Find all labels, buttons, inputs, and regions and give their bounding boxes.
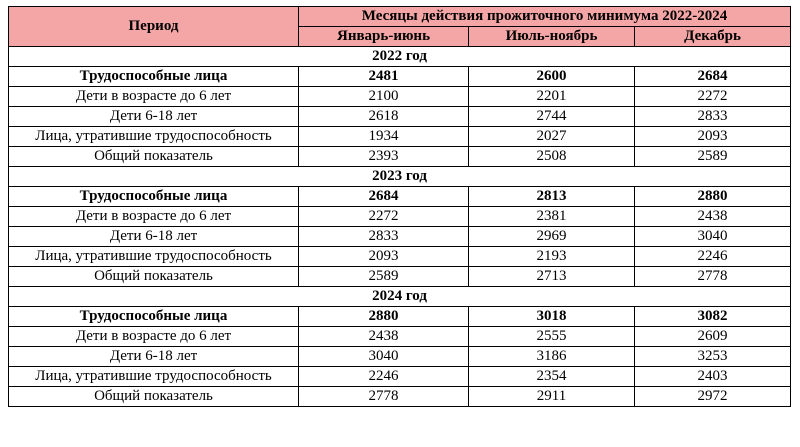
months-group-header: Месяцы действия прожиточного минимума 2022-2024 <box>299 7 791 27</box>
value-dec: 3253 <box>635 347 791 367</box>
row-label: Дети в возрасте до 6 лет <box>9 87 299 107</box>
subsistence-minimum-table <box>8 6 791 407</box>
column-header-dec: Декабрь <box>635 27 791 47</box>
row-label: Трудоспособные лица <box>9 307 299 327</box>
row-label: Лица, утратившие трудоспособность <box>9 367 299 387</box>
year-label: 2024 год <box>9 287 791 307</box>
row-label: Дети в возрасте до 6 лет <box>9 327 299 347</box>
value-jul-nov: 2744 <box>469 107 635 127</box>
value-jul-nov: 2354 <box>469 367 635 387</box>
subsistence-minimum-table-container <box>8 6 790 407</box>
value-jan-jun: 2100 <box>299 87 469 107</box>
value-dec: 2589 <box>635 147 791 167</box>
table-row <box>9 107 791 127</box>
value-jan-jun: 2778 <box>299 387 469 407</box>
value-jan-jun: 2833 <box>299 227 469 247</box>
value-jul-nov: 2201 <box>469 87 635 107</box>
value-jan-jun: 3040 <box>299 347 469 367</box>
row-label: Лица, утратившие трудоспособность <box>9 127 299 147</box>
value-jan-jun: 2684 <box>299 187 469 207</box>
row-label: Дети в возрасте до 6 лет <box>9 207 299 227</box>
value-jan-jun: 2589 <box>299 267 469 287</box>
value-dec: 2403 <box>635 367 791 387</box>
value-jul-nov: 2508 <box>469 147 635 167</box>
value-dec: 2972 <box>635 387 791 407</box>
table-row <box>9 367 791 387</box>
value-jan-jun: 2093 <box>299 247 469 267</box>
value-jul-nov: 2713 <box>469 267 635 287</box>
table-row <box>9 347 791 367</box>
value-dec: 2609 <box>635 327 791 347</box>
row-label: Дети 6-18 лет <box>9 227 299 247</box>
column-header-jan-jun: Январь-июнь <box>299 27 469 47</box>
value-jul-nov: 2969 <box>469 227 635 247</box>
value-jan-jun: 2438 <box>299 327 469 347</box>
row-label: Лица, утратившие трудоспособность <box>9 247 299 267</box>
table-row <box>9 127 791 147</box>
table-row <box>9 267 791 287</box>
row-label: Трудоспособные лица <box>9 67 299 87</box>
table-body <box>9 47 791 407</box>
row-label: Общий показатель <box>9 387 299 407</box>
table-row <box>9 227 791 247</box>
value-jul-nov: 3186 <box>469 347 635 367</box>
year-section-row <box>9 167 791 187</box>
value-dec: 2684 <box>635 67 791 87</box>
value-dec: 2246 <box>635 247 791 267</box>
row-label: Дети 6-18 лет <box>9 347 299 367</box>
year-section-row <box>9 47 791 67</box>
column-header-jul-nov: Июль-ноябрь <box>469 27 635 47</box>
row-label: Трудоспособные лица <box>9 187 299 207</box>
row-label: Дети 6-18 лет <box>9 107 299 127</box>
value-dec: 2438 <box>635 207 791 227</box>
table-row <box>9 307 791 327</box>
value-jul-nov: 3018 <box>469 307 635 327</box>
value-dec: 2880 <box>635 187 791 207</box>
year-label: 2022 год <box>9 47 791 67</box>
value-dec: 2093 <box>635 127 791 147</box>
table-row <box>9 387 791 407</box>
year-section-row <box>9 287 791 307</box>
value-jan-jun: 2272 <box>299 207 469 227</box>
table-row <box>9 147 791 167</box>
table-row <box>9 87 791 107</box>
value-jul-nov: 2027 <box>469 127 635 147</box>
table-row <box>9 187 791 207</box>
table-row <box>9 247 791 267</box>
value-jul-nov: 2555 <box>469 327 635 347</box>
value-dec: 2272 <box>635 87 791 107</box>
value-jul-nov: 2381 <box>469 207 635 227</box>
value-jan-jun: 2481 <box>299 67 469 87</box>
value-jan-jun: 2246 <box>299 367 469 387</box>
value-jan-jun: 2880 <box>299 307 469 327</box>
year-label: 2023 год <box>9 167 791 187</box>
table-row <box>9 327 791 347</box>
value-jul-nov: 2813 <box>469 187 635 207</box>
row-label: Общий показатель <box>9 267 299 287</box>
period-column-header: Период <box>9 7 299 47</box>
value-jul-nov: 2193 <box>469 247 635 267</box>
value-jan-jun: 2618 <box>299 107 469 127</box>
row-label: Общий показатель <box>9 147 299 167</box>
value-jan-jun: 2393 <box>299 147 469 167</box>
value-jan-jun: 1934 <box>299 127 469 147</box>
value-dec: 2833 <box>635 107 791 127</box>
table-header <box>9 7 791 47</box>
value-jul-nov: 2600 <box>469 67 635 87</box>
value-dec: 3040 <box>635 227 791 247</box>
value-dec: 2778 <box>635 267 791 287</box>
table-row <box>9 67 791 87</box>
header-row-1 <box>9 7 791 27</box>
value-jul-nov: 2911 <box>469 387 635 407</box>
value-dec: 3082 <box>635 307 791 327</box>
table-row <box>9 207 791 227</box>
